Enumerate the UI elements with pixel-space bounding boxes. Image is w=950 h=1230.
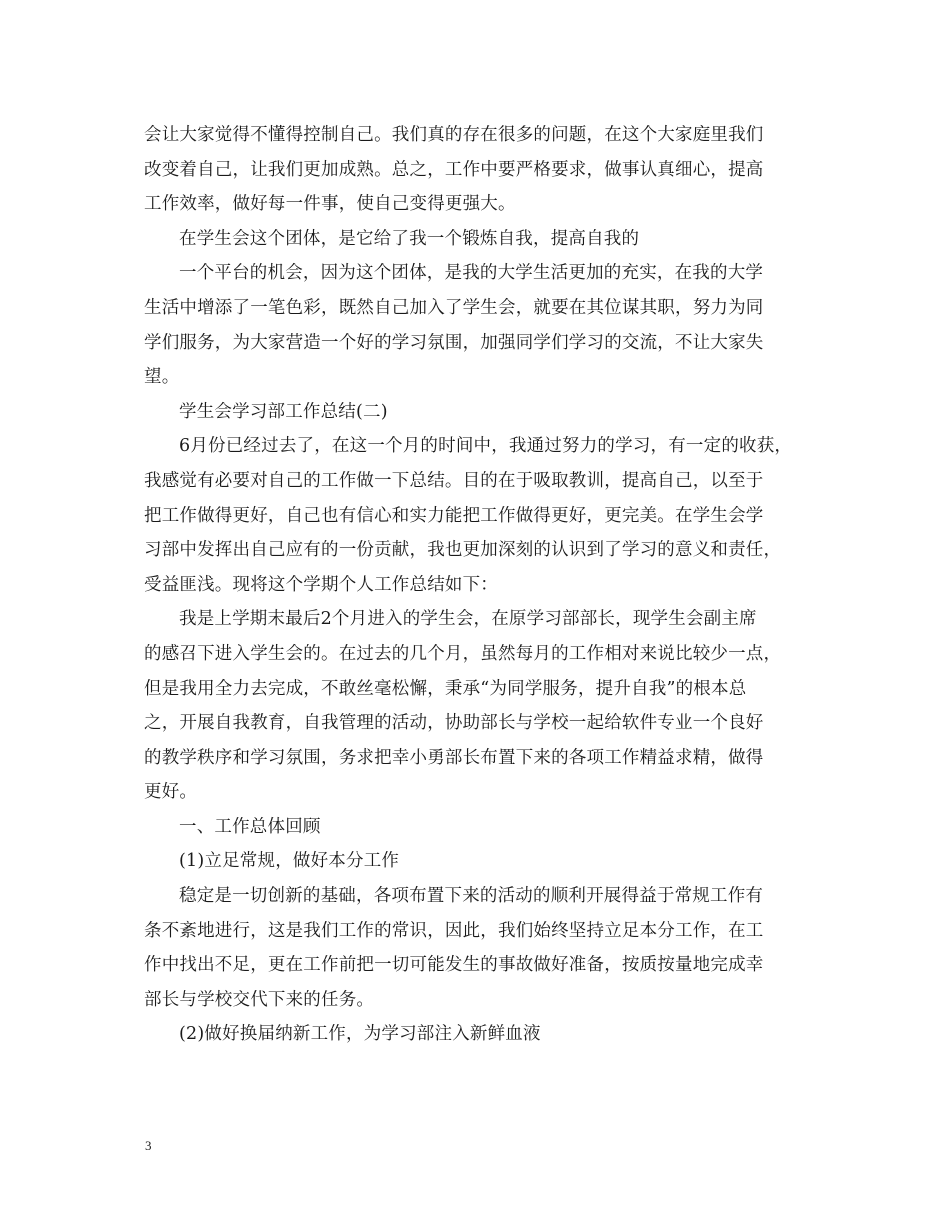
text-line: 更好。 bbox=[144, 782, 198, 803]
text-line: 一个平台的机会，因为这个团体，是我的大学生活更加的充实，在我的大学 bbox=[179, 263, 764, 284]
text-line: 把工作做得更好，自己也有信心和实力能把工作做得更好，更完美。在学生会学 bbox=[144, 505, 764, 526]
text-line: 习部中发挥出自己应有的一份贡献，我也更加深刻的认识到了学习的意义和责任， bbox=[144, 540, 782, 561]
text-line: 改变着自己，让我们更加成熟。总之，工作中要严格要求，做事认真细心，提高 bbox=[144, 159, 764, 180]
text-line: 6月份已经过去了，在这一个月的时间中，我通过努力的学习，有一定的收获， bbox=[179, 436, 793, 457]
text-line: 会让大家觉得不懂得控制自己。我们真的存在很多的问题，在这个大家庭里我们 bbox=[144, 125, 764, 145]
text-line: 我感觉有必要对自己的工作做一下总结。目的在于吸取教训，提高自己，以至于 bbox=[144, 470, 764, 491]
text-line: 在学生会这个团体，是它给了我一个锻炼自我，提高自我的 bbox=[179, 228, 640, 249]
text-line: 部长与学校交代下来的任务。 bbox=[144, 989, 375, 1010]
subsection-heading: (2)做好换届纳新工作，为学习部注入新鲜血液 bbox=[179, 1024, 541, 1045]
text-line: 学们服务，为大家营造一个好的学习氛围，加强同学们学习的交流，不让大家失 bbox=[144, 332, 764, 353]
section-heading: 学生会学习部工作总结(二) bbox=[179, 401, 388, 422]
text-line: 但是我用全力去完成，不敢丝毫松懈，秉承“为同学服务，提升自我”的根本总 bbox=[144, 678, 747, 699]
text-line: 我是上学期末最后2个月进入的学生会，在原学习部部长，现学生会副主席 bbox=[179, 609, 757, 630]
subsection-heading: (1)立足常规，做好本分工作 bbox=[179, 851, 400, 872]
text-line: 受益匪浅。现将这个学期个人工作总结如下： bbox=[144, 574, 498, 595]
text-line: 望。 bbox=[144, 367, 180, 388]
text-line: 的感召下进入学生会的。在过去的几个月，虽然每月的工作相对来说比较少一点， bbox=[144, 643, 782, 664]
text-line: 条不紊地进行，这是我们工作的常识，因此，我们始终坚持立足本分工作，在工 bbox=[144, 920, 764, 941]
text-line: 作中找出不足，更在工作前把一切可能发生的事故做好准备，按质按量地完成幸 bbox=[144, 955, 764, 976]
page-number: 3 bbox=[145, 1138, 152, 1153]
text-line: 生活中增添了一笔色彩，既然自己加入了学生会，就要在其位谋其职，努力为同 bbox=[144, 297, 764, 318]
text-line: 的教学秩序和学习氛围，务求把幸小勇部长布置下来的各项工作精益求精，做得 bbox=[144, 747, 764, 768]
section-heading: 一、工作总体回顾 bbox=[179, 816, 321, 837]
text-line: 工作效率，做好每一件事，使自己变得更强大。 bbox=[144, 194, 516, 215]
text-line: 之，开展自我教育，自我管理的活动，协助部长与学校一起给软件专业一个良好 bbox=[144, 713, 764, 734]
document-body bbox=[144, 118, 834, 1052]
text-line: 稳定是一切创新的基础，各项布置下来的活动的顺利开展得益于常规工作有 bbox=[179, 886, 764, 907]
